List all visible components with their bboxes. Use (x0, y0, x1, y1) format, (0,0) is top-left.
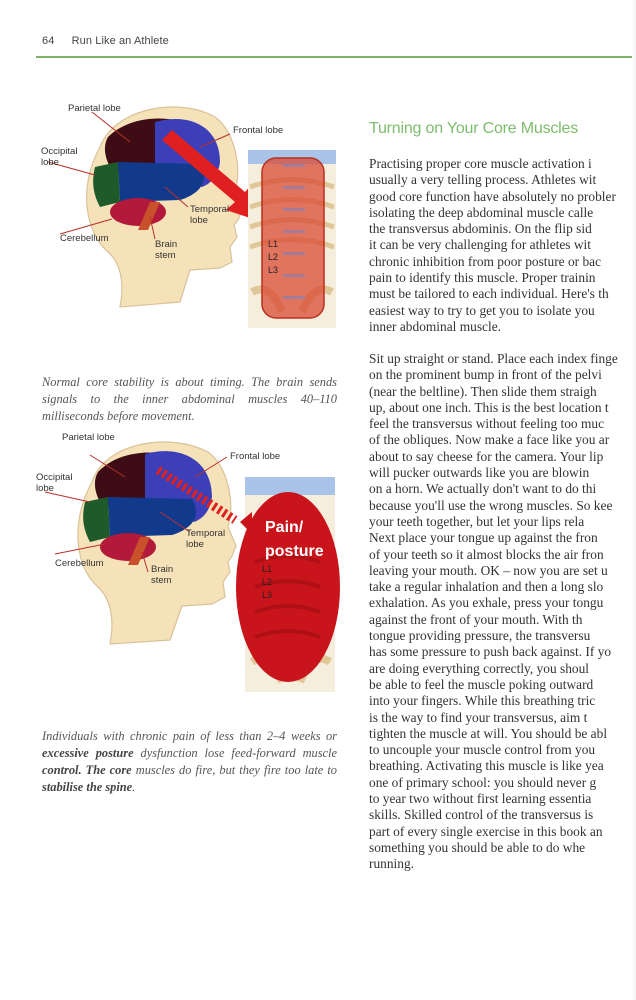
overlay-label-posture: posture (265, 543, 324, 560)
body-text-line: because you'll use the wrong muscles. So kee (369, 497, 613, 513)
body-text-line: into your fingers. While this breathing tric (369, 693, 596, 709)
body-text-line: against the front of your mouth. With th (369, 611, 583, 627)
label-occipital-lobe-2: lobe (36, 483, 54, 494)
label-frontal-lobe: Frontal lobe (230, 451, 281, 462)
label-l2: L2 (268, 252, 279, 262)
body-paragraph-2 (369, 351, 636, 873)
label-occipital-lobe-1: Occipital (36, 472, 73, 483)
label-temporal-lobe-1: Temporal (186, 528, 226, 539)
label-parietal-lobe: Parietal lobe (68, 103, 121, 114)
occipital-lobe-shape (83, 497, 110, 542)
running-head (42, 35, 169, 47)
label-l2: L2 (262, 577, 273, 587)
section-heading: Turning on Your Core Muscles (369, 120, 579, 137)
label-occipital-lobe-1: Occipital (41, 146, 78, 157)
label-temporal-lobe-1: Temporal (190, 204, 230, 215)
body-text-line: skills. Skilled control of the transversus is (369, 807, 594, 823)
label-temporal-lobe-2: lobe (186, 539, 204, 550)
body-text-line: about to say cheese for the camera. Your lip (369, 448, 604, 464)
caption-text: dysfunction lose feed-forward muscle (133, 746, 338, 761)
body-text-line: isolating the deep abdominal muscle calle (369, 204, 594, 220)
label-brain-stem-1: Brain (155, 239, 178, 250)
body-text-line: on a horn. We actually don't want to do thi (369, 481, 597, 497)
body-text-line: good core function have absolutely no probler (369, 188, 616, 204)
body-text-line: Next place your tongue up against the fron (369, 530, 598, 546)
book-title: Run Like an Athlete (71, 35, 169, 47)
body-text-line: of the obliques. Now make a face like you ar (369, 432, 610, 448)
caption-emphasis: control. The core (42, 763, 132, 778)
body-text-line: inner abdominal muscle. (369, 318, 502, 334)
label-cerebellum: Cerebellum (60, 233, 109, 244)
body-text-line: of your teeth so it almost blocks the air fron (369, 546, 604, 562)
body-text-line: chronic inhibition from poor posture or bac (369, 253, 602, 269)
body-text-line: is the way to find your transversus, aim t (369, 709, 588, 725)
label-occipital-lobe-2: lobe (41, 157, 59, 168)
label-brain-stem-2: stem (155, 250, 176, 261)
body-text-line: tighten the muscle at will. You should be abl (369, 725, 608, 741)
occipital-lobe-shape (93, 162, 120, 207)
body-text-line: are doing everything correctly, you shoul (369, 660, 590, 676)
body-text-line: breathing. Activating this muscle is like yea (369, 758, 604, 774)
figure-brain-pain (30, 422, 350, 697)
caption-text: muscles do fire, but they fire too late to (131, 763, 337, 778)
header-rule (36, 56, 636, 58)
label-parietal-lobe: Parietal lobe (62, 432, 115, 443)
body-text-line: exhalation. As you exhale, press your tongu (369, 595, 604, 611)
brain-spine-illustration-normal (30, 92, 350, 332)
label-temporal-lobe-2: lobe (190, 215, 208, 226)
body-text-line: will pucker outwards like you are blowin (369, 465, 590, 481)
label-l1: L1 (262, 564, 273, 574)
body-text-line: must be tailored to each individual. Here's th (369, 286, 609, 302)
label-l3: L3 (262, 590, 273, 600)
label-cerebellum: Cerebellum (55, 558, 104, 569)
body-text-line: be able to feel the muscle poking outward (369, 676, 594, 692)
body-text-line: has some pressure to push back against. If yo (369, 644, 612, 660)
body-text-line: it can be very challenging for athletes wit (369, 237, 591, 253)
body-text-line: your teeth together, but let your lips rela (369, 513, 585, 529)
body-text-line: Practising proper core muscle activation i (369, 156, 592, 171)
label-frontal-lobe: Frontal lobe (233, 125, 284, 136)
caption-text: . (132, 780, 136, 795)
body-text-line: usually a very telling process. Athletes wit (369, 172, 597, 188)
body-text-line: easiest way to try to get you to isolate you (369, 302, 595, 318)
label-brain-stem-1: Brain (151, 564, 174, 575)
body-text-line: running. (369, 856, 415, 872)
body-text-line: leaving your mouth. OK – now you are set u (369, 562, 608, 578)
core-overlay (262, 158, 324, 318)
body-text-line: (near the beltline). Then slide them straigh (369, 383, 597, 399)
body-text-line: Sit up straight or stand. Place each index finge (369, 351, 618, 366)
body-text-line: part of every single exercise in this book an (369, 823, 603, 839)
body-text-line: on the prominent bump in front of the pelvi (369, 367, 602, 383)
body-text-line: one of primary school: you should never g (369, 774, 597, 790)
body-text-line: to uncouple your muscle control from you (369, 742, 596, 758)
body-paragraph-1 (369, 156, 636, 335)
body-text-line: something you should be able to do whe (369, 839, 586, 855)
body-text-line: feel the transversus without feeling too muc (369, 416, 605, 432)
body-text-line: to year two without first learning essentia (369, 791, 592, 807)
figure-caption-pain (42, 728, 337, 796)
caption-emphasis: excessive posture (42, 746, 134, 761)
label-l1: L1 (268, 239, 279, 249)
body-text-line: take a regular inhalation and then a long slo (369, 579, 604, 595)
body-text-line: the transversus abdominis. On the flip sid (369, 221, 592, 237)
label-brain-stem-2: stem (151, 575, 172, 586)
page-edge-shadow (632, 0, 636, 1000)
page-number: 64 (42, 35, 55, 47)
body-text-line: pain to identify this muscle. Proper trainin (369, 270, 596, 286)
body-text-line: up, about one inch. This is the best location t (369, 399, 609, 415)
overlay-label-pain: Pain/ (265, 519, 304, 536)
figure-caption-normal: Normal core stability is about timing. The brain sends signals to the inner abdominal muscles 40–110 milliseconds before movement. (42, 375, 337, 424)
brain-spine-illustration-pain (30, 422, 350, 697)
figure-brain-normal (30, 92, 350, 332)
label-l3: L3 (268, 265, 279, 275)
caption-text: Individuals with chronic pain of less than 2–4 weeks or (42, 729, 337, 744)
body-text-line: tongue providing pressure, the transversu (369, 628, 591, 644)
caption-emphasis: stabilise the spine (42, 780, 133, 795)
